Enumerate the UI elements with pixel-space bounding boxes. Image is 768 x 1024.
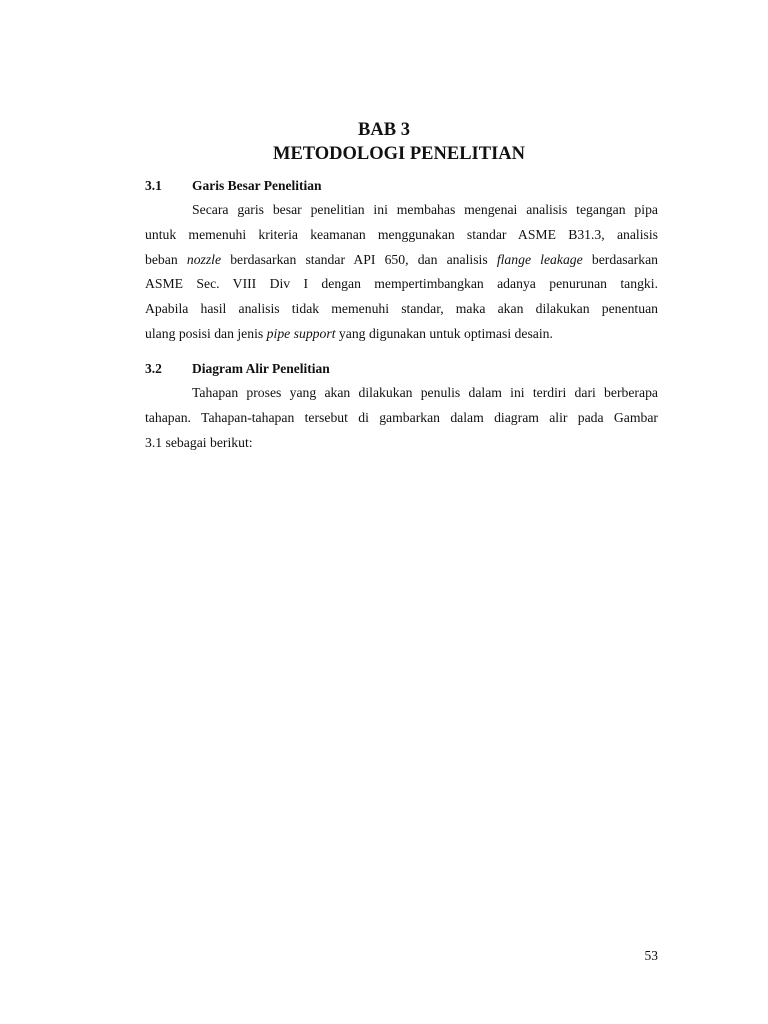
section-number: 3.1: [145, 178, 162, 193]
italic-term: flange leakage: [496, 251, 583, 267]
paragraph-line: beban nozzle berdasarkan standar API 650, dan analisis flange leakage berdasarkan: [145, 251, 658, 267]
chapter-title: METODOLOGI PENELITIAN: [272, 144, 526, 164]
paragraph-line: Secara garis besar penelitian ini membahas mengenai analisis tegangan pipa: [192, 202, 658, 217]
paragraph-line: ASME Sec. VIII Div I dengan mempertimbangkan adanya penurunan tangki.: [145, 276, 658, 292]
paragraph-line: 3.1 sebagai berikut:: [145, 434, 253, 450]
section-title: Garis Besar Penelitian: [192, 178, 322, 193]
section-title: Diagram Alir Penelitian: [192, 361, 330, 376]
paragraph-line: Apabila hasil analisis tidak memenuhi standar, maka akan dilakukan penentuan: [145, 301, 658, 317]
paragraph-line: untuk memenuhi kriteria keamanan menggunakan standar ASME B31.3, analisis: [145, 226, 658, 242]
page-number: 53: [644, 948, 658, 963]
italic-term: pipe support: [266, 326, 336, 341]
chapter-number: BAB 3: [358, 120, 410, 140]
section-number: 3.2: [145, 361, 162, 376]
italic-term: nozzle: [186, 251, 222, 267]
paragraph-line: ulang posisi dan jenis pipe support yang digunakan untuk optimasi desain.: [145, 326, 553, 341]
section-heading-3-2: [145, 360, 330, 378]
section-heading-3-1: [145, 177, 322, 195]
paragraph-line: tahapan. Tahapan-tahapan tersebut di gambarkan dalam diagram alir pada Gambar: [145, 409, 658, 425]
paragraph-line: Tahapan proses yang akan dilakukan penulis dalam ini terdiri dari berberapa: [192, 385, 658, 400]
